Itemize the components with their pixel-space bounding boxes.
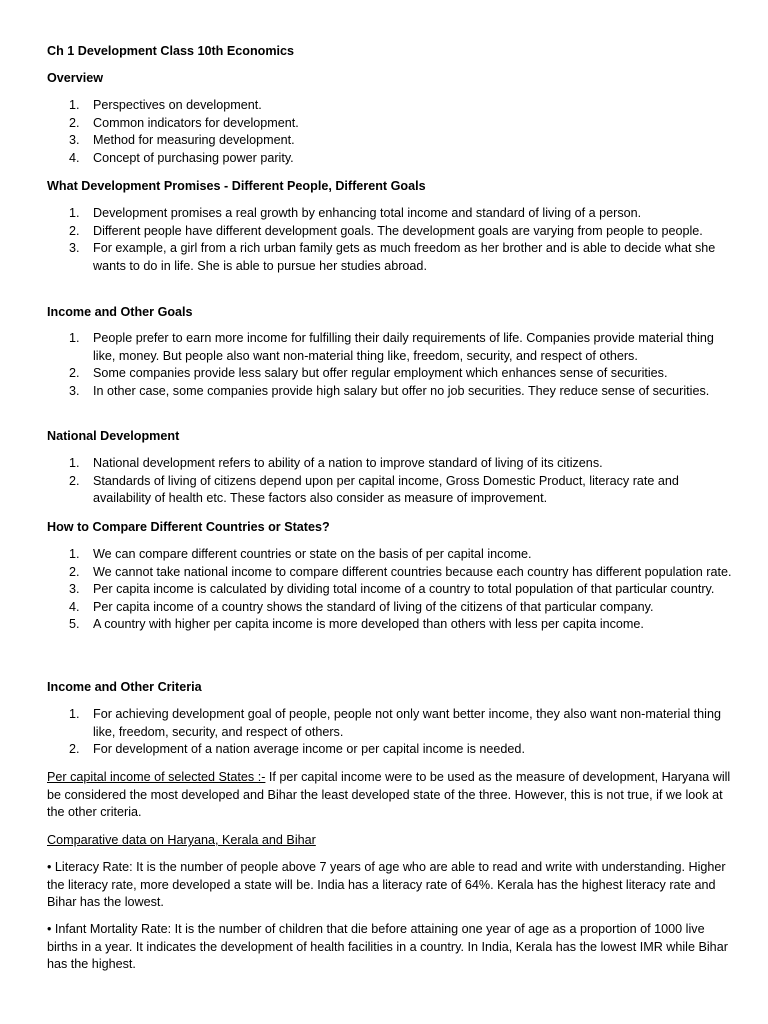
overview-list	[47, 97, 732, 167]
list-item: 1. National development refers to ability of a nation to improve standard of living of its citizens.	[69, 456, 603, 470]
compare-heading: How to Compare Different Countries or States?	[47, 520, 330, 534]
list-item: 1. Development promises a real growth by enhancing total income and standard of living of a person.	[69, 206, 642, 220]
list-item: 4. Per capita income of a country shows the standard of living of the citizens of that particular company.	[69, 599, 654, 614]
list-item: 2. Some companies provide less salary but offer regular employment which enhances sense of securities.	[69, 366, 668, 381]
list-item: 3. In other case, some companies provide high salary but offer no job securities. They reduce sense of securities.	[69, 383, 710, 398]
list-item: 1. For achieving development goal of people, people not only want better income, they also want non-material thing like, freedom, security, and respect of others.	[69, 707, 721, 739]
literacy-paragraph: • Literacy Rate: It is the number of people above 7 years of age who are able to read and write with understanding. Higher the literacy rate, more developed a state will be. India has a literacy rate of 64%. Kerala has the highest literacy rate and Bihar has the lowest.	[47, 860, 726, 910]
criteria-list	[47, 706, 732, 759]
promises-heading: What Development Promises - Different People, Different Goals	[47, 179, 426, 193]
list-item: 4. Concept of purchasing power parity.	[69, 150, 294, 165]
list-item: 2. For development of a nation average income or per capital income is needed.	[69, 742, 525, 757]
list-item: 3. Per capita income is calculated by dividing total income of a country to total population of that particular country.	[69, 582, 715, 597]
list-item: 3. For example, a girl from a rich urban family gets as much freedom as her brother and is able to decide what she wants to do in life. She is able to pursue her studies abroad.	[69, 241, 716, 273]
national-heading: National Development	[47, 429, 180, 443]
list-item: 5. A country with higher per capita income is more developed than others with less per capita income.	[69, 617, 644, 632]
list-item: 1. People prefer to earn more income for fulfilling their daily requirements of life. Companies provide material thing like, money. But people also want non-material thing like, freedom, security, and respect of others.	[69, 331, 714, 363]
national-list	[47, 455, 732, 508]
income-goals-list	[47, 330, 732, 400]
per-capita-paragraph	[47, 769, 732, 822]
per-capita-label: Per capital income of selected States :-	[47, 770, 266, 784]
list-item: 2. Common indicators for development.	[69, 115, 299, 130]
promises-list	[47, 205, 732, 275]
criteria-heading: Income and Other Criteria	[47, 680, 202, 694]
overview-heading: Overview	[47, 71, 104, 85]
list-item: 3. Method for measuring development.	[69, 133, 295, 148]
list-item: 2. Different people have different development goals. The development goals are varying from people to people.	[69, 223, 703, 238]
list-item: 2. Standards of living of citizens depend upon per capital income, Gross Domestic Product, literacy rate and availability of health etc. These factors also consider as measure of improvement.	[69, 473, 679, 506]
income-goals-heading: Income and Other Goals	[47, 305, 193, 319]
list-item: 1. Perspectives on development.	[69, 98, 262, 112]
list-item: 1. We can compare different countries or state on the basis of per capital income.	[69, 547, 532, 561]
document-title: Ch 1 Development Class 10th Economics	[47, 44, 295, 58]
per-capita-text: If per capital income were to be used as the measure of development, Haryana will be considered the most developed and Bihar the least developed state of the three. However, this is not true, if we look at the other criteria.	[47, 770, 731, 820]
compare-list	[47, 546, 732, 634]
comparative-heading: Comparative data on Haryana, Kerala and Bihar	[47, 833, 316, 847]
list-item: 2. We cannot take national income to compare different countries because each country has different population rate.	[69, 564, 732, 579]
imr-paragraph: • Infant Mortality Rate: It is the number of children that die before attaining one year of age as a proportion of 1000 live births in a year. It indicates the development of health facilities in a country. In India, Kerala has the lowest IMR while Bihar has the highest.	[47, 922, 728, 972]
